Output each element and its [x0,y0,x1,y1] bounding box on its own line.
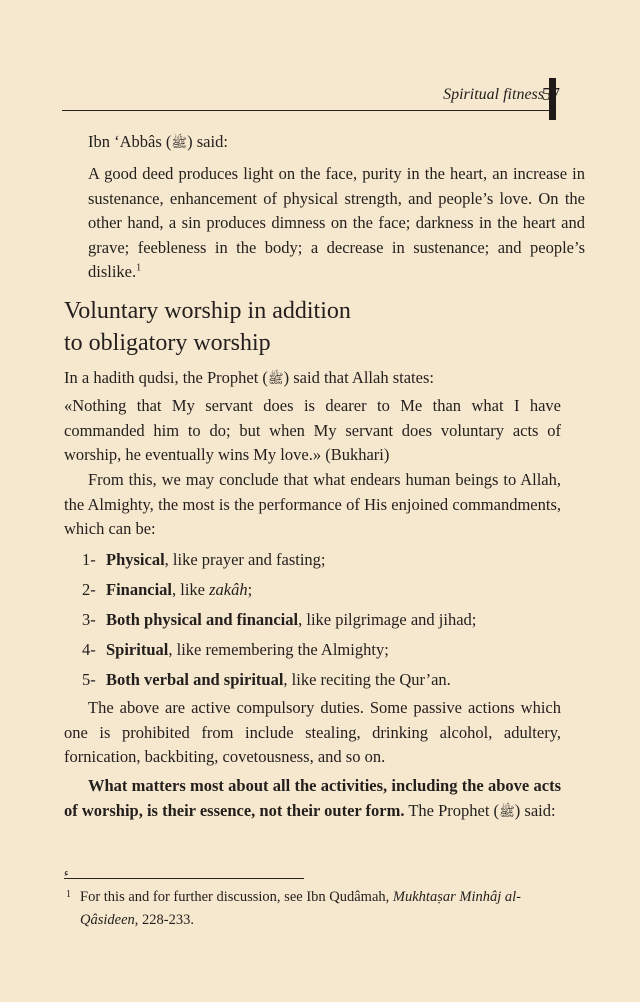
running-title: Spiritual fitness [443,86,544,103]
conclusion-paragraph: From this, we may conclude that what endears human beings to Allah, the Almighty, the most is the performance of His enjoined commandments, which can be: [64,470,561,538]
list-item: 1- Physical, like prayer and fasting; [82,550,326,569]
page-header [62,78,556,111]
essence-paragraph: What matters most about all the activities, including the above acts of worship, is their essence, not their outer form. The Prophet (ﷺ) said: [64,776,561,820]
hadith-quote: «Nothing that My servant does is dearer to Me than what I have commanded him to do; but when My servant does voluntary acts of worship, he eventually wins My love.» (Bukhari) [64,396,561,464]
list-item: 5- Both verbal and spiritual, like reciting the Qur’an. [82,670,451,689]
footnote-number: 1 [66,889,71,900]
ibn-abbas-intro: Ibn ‘Abbâs (ﷺ) said: [88,132,228,151]
footnote [66,886,561,932]
continuation-mark: ء [64,868,69,879]
ibn-abbas-quote: A good deed produces light on the face, purity in the heart, an increase in sustenance, enhancement of physical strength, and people’s love. On the other hand, a sin produces dimness on the face; darkness in the heart and grave; feebleness in the body; a decrease in sustenance; and people’s dislike.$^1$ [88,164,585,281]
honorific: ﷺ [267,371,284,386]
list-item: 2- Financial, like zakâh; [82,580,253,599]
page-number: 57 [542,84,560,104]
list-item: 3- Both physical and financial, like pilgrimage and jihad; [82,610,477,629]
honorific: ﷺ [171,135,188,150]
section-heading-line-1: Voluntary worship in addition [64,298,351,324]
passive-actions-paragraph: The above are active compulsory duties. Some passive actions which one is prohibited from include stealing, drinking alcohol, adultery, fornication, backbiting, covetousness, and so on. [64,698,561,766]
list-item: 4- Spiritual, like remembering the Almighty; [82,640,389,659]
honorific: ﷺ [499,803,515,819]
footnote-text: For this and for further discussion, see Ibn Qudâmah, Mukhtaṣar Minhâj al-Qâsideen, 228-233. [80,889,521,928]
footnote-ref: 1 [136,262,142,274]
section-heading-line-2: to obligatory worship [64,330,271,356]
hadith-qudsi-intro: In a hadith qudsi, the Prophet (ﷺ) said that Allah states: [64,368,434,387]
footnote-rule [64,878,304,879]
